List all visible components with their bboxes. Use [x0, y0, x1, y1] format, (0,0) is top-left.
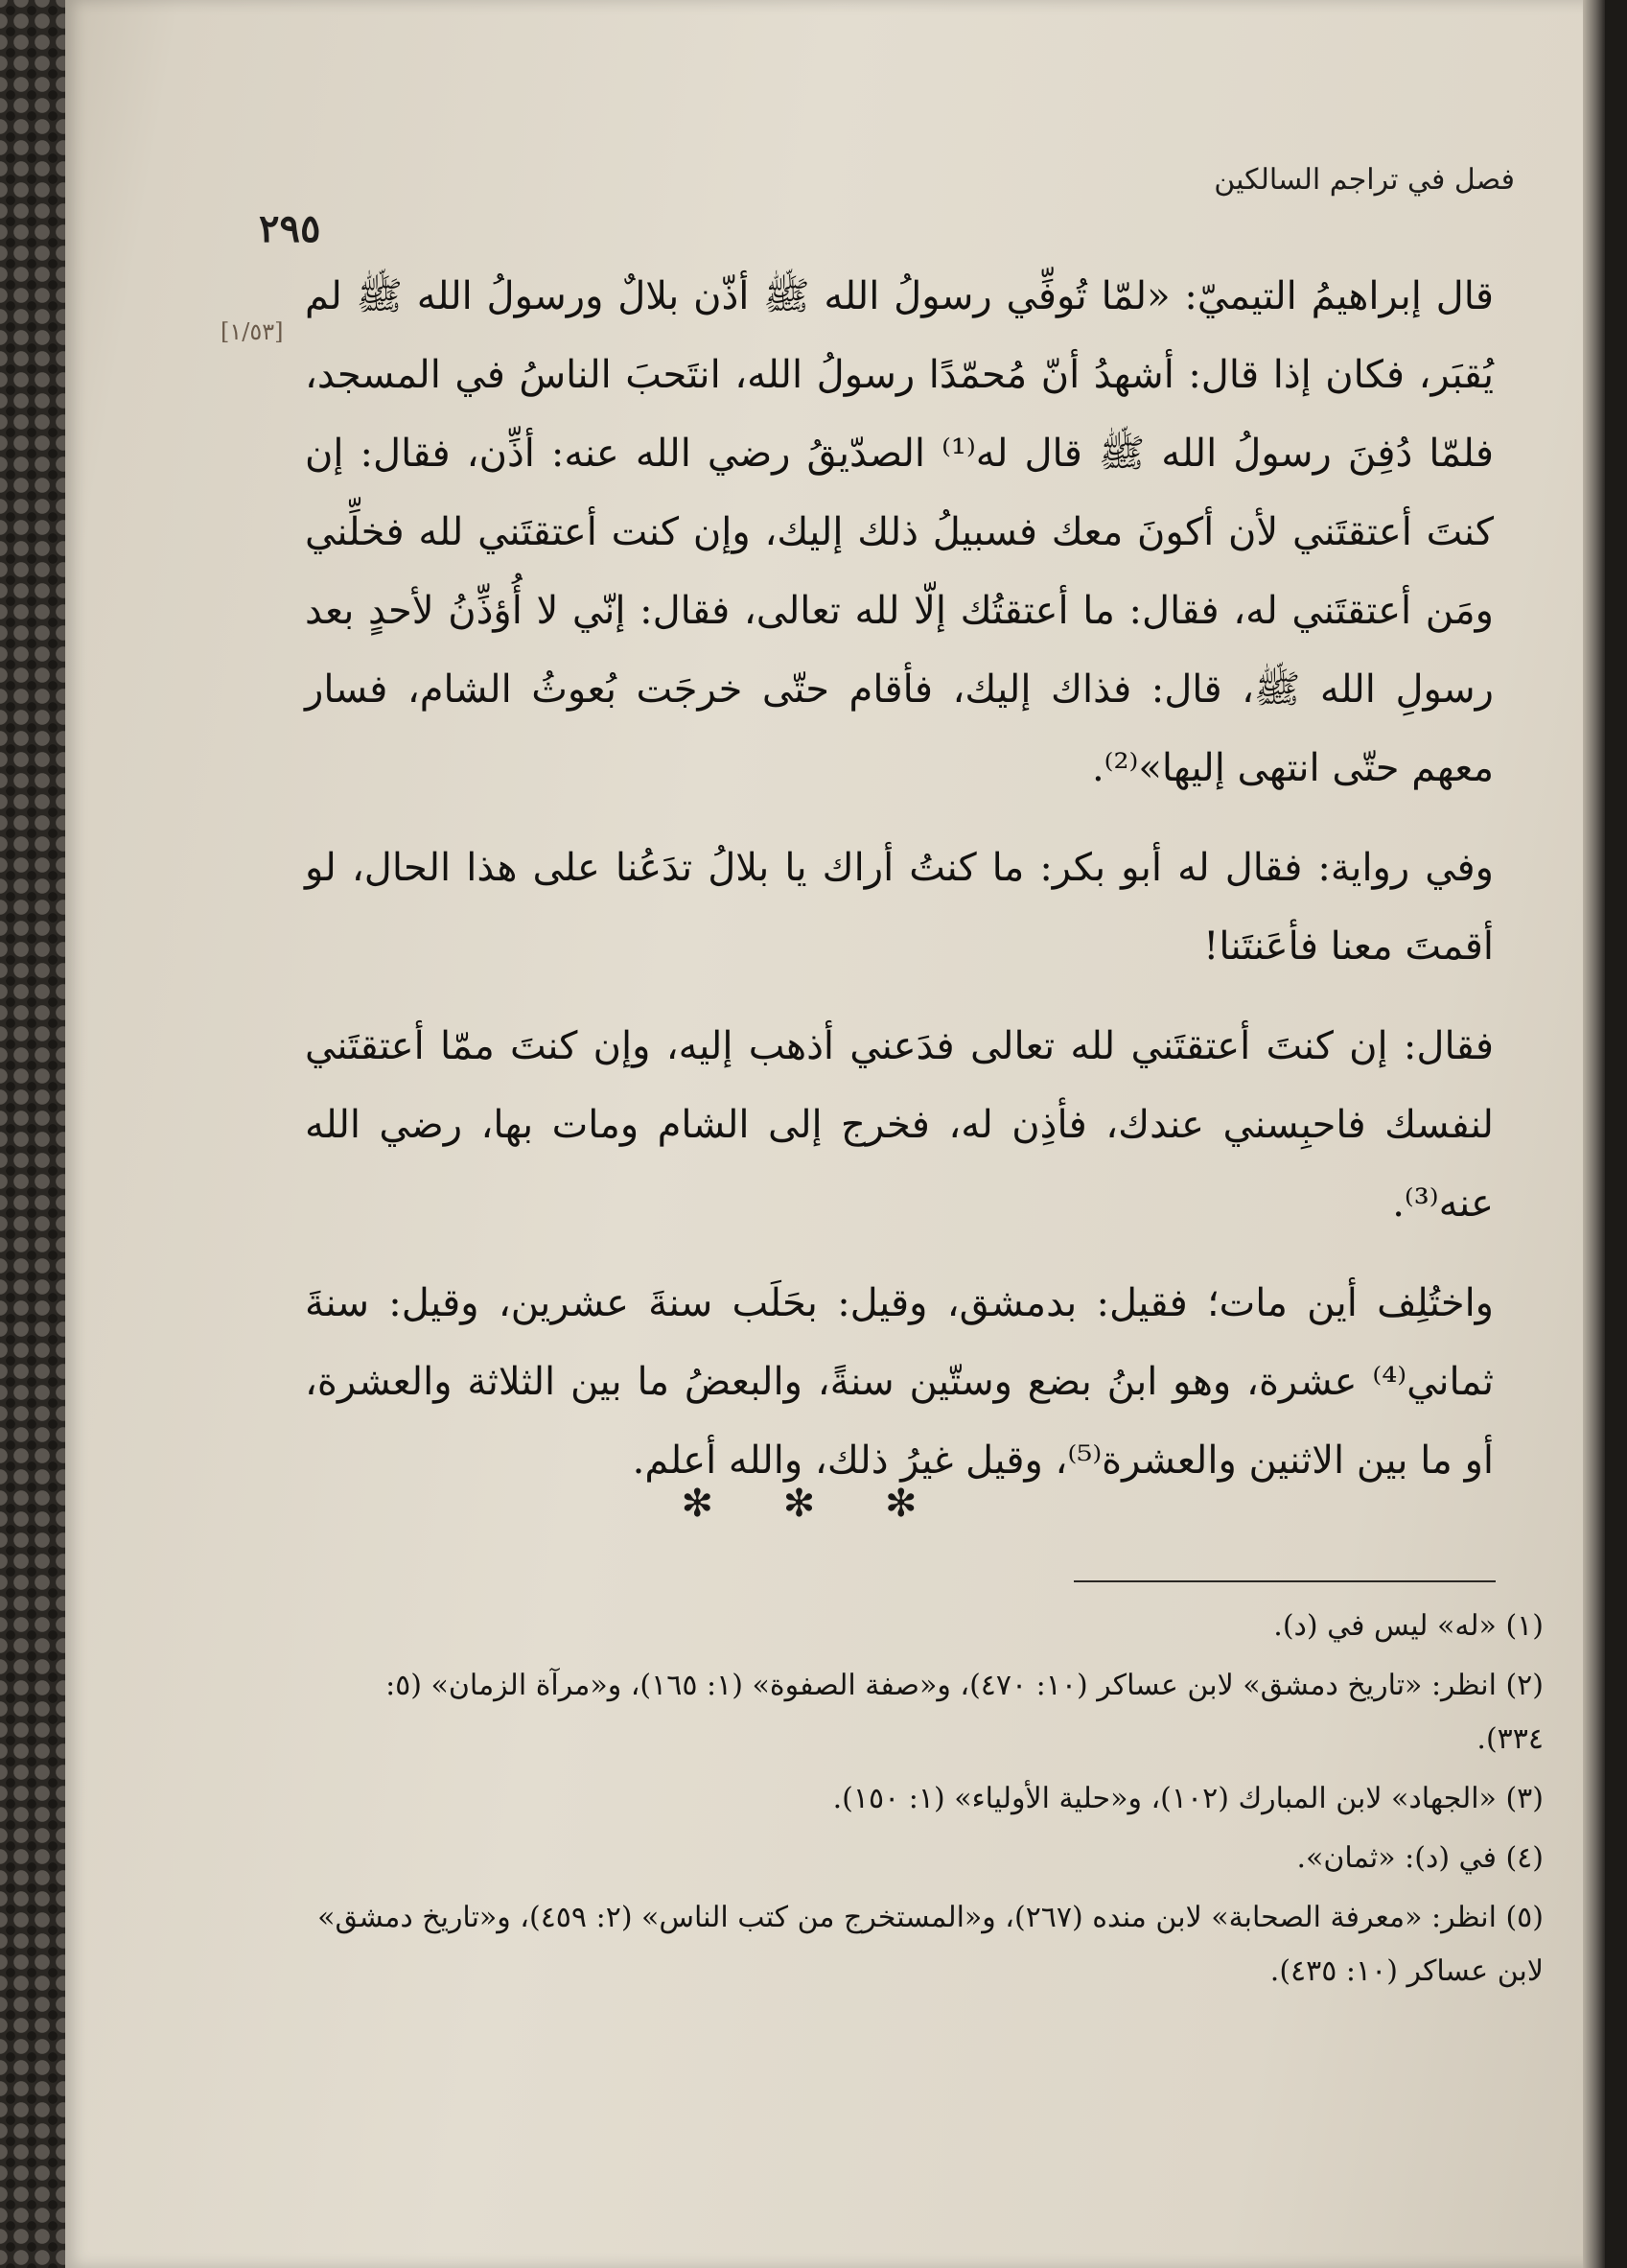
- section-divider-stars: ✻ ✻ ✻: [681, 1482, 946, 1526]
- footnote-5: (٥) انظر: «معرفة الصحابة» لابن منده (٢٦٧)، و«المستخرج من كتب الناس» (٢: ٤٥٩)، و«تاريخ دمشق» لابن عساكر (١٠: ٤٣٥).: [317, 1901, 1544, 1988]
- paragraph-3: فقال: إن كنتَ أعتقتَني لله تعالى فدَعني أذهب إليه، وإن كنتَ ممّا أعتقتَني لنفسك فاحبِسني عندك، فأذِن له، فخرج إلى الشام ومات بها، رضي الله عنه⁽³⁾.: [305, 1024, 1494, 1226]
- page-number: ٢٩٥: [259, 206, 321, 251]
- footnote-separator-line: [1074, 1580, 1496, 1582]
- page-edge-shadow: [1583, 0, 1605, 2268]
- footnote-1: (١) «له» ليس في (د).: [1273, 1609, 1544, 1643]
- book-binding-pattern: [0, 0, 71, 2268]
- footnote-4: (٤) في (د): «ثمان».: [1296, 1841, 1544, 1875]
- paragraph-1: قال إبراهيمُ التيميّ: «لمّا تُوفِّي رسولُ الله ﷺ أذّن بلالٌ ورسولُ الله ﷺ لم يُقبَر، فكان إذا قال: أشهدُ أنّ مُحمّدًا رسولُ الله، انتَحبَ الناسُ في المسجد، فلمّا دُفِنَ رسولُ الله ﷺ قال له⁽¹⁾ الصدّيقُ رضي الله عنه: أذِّن، فقال: إن كنتَ أعتقتَني لأن أكونَ معك فسبيلُ ذلك إليك، وإن كنت أعتقتَني لله فخلِّني ومَن أعتقتَني له، فقال: ما أعتقتُك إلّا لله تعالى، فقال: إنّي لا أُؤذِّنُ لأحدٍ بعد رسولِ الله ﷺ، قال: فذاك إليك، فأقام حتّى خرجَت بُعوثُ الشام، فسار معهم حتّى انتهى إليها»⁽²⁾.: [305, 274, 1495, 790]
- running-title: فصل في تراجم السالكين: [1214, 163, 1515, 197]
- page-header: [240, 163, 1515, 249]
- paragraph-2: وفي رواية: فقال له أبو بكر: ما كنتُ أراك يا بلالُ تدَعُنا على هذا الحال، لو أقمتَ معنا فأعَنتَنا!: [305, 846, 1494, 969]
- paragraph-4: واختُلِف أين مات؛ فقيل: بدمشق، وقيل: بحَلَب سنةَ عشرين، وقيل: سنةَ ثماني⁽⁴⁾ عشرة، وهو ابنُ بضع وستّين سنةً، والبعضُ ما بين الثلاثة والعشرة، أو ما بين الاثنين والعشرة⁽⁵⁾، وقيل غيرُ ذلك، والله أعلم.: [305, 1281, 1494, 1483]
- footnotes: [316, 1600, 1544, 2004]
- footnote-2: (٢) انظر: «تاريخ دمشق» لابن عساكر (١٠: ٤٧٠)، و«صفة الصفوة» (١: ١٦٥)، و«مرآة الزمان» (٥: ٣٣٤).: [385, 1669, 1544, 1756]
- footnote-3: (٣) «الجهاد» لابن المبارك (١٠٢)، و«حلية الأولياء» (١: ١٥٠).: [832, 1782, 1544, 1815]
- side-reference-marker: [١/٥٣]: [221, 318, 284, 345]
- main-text: [305, 257, 1494, 1521]
